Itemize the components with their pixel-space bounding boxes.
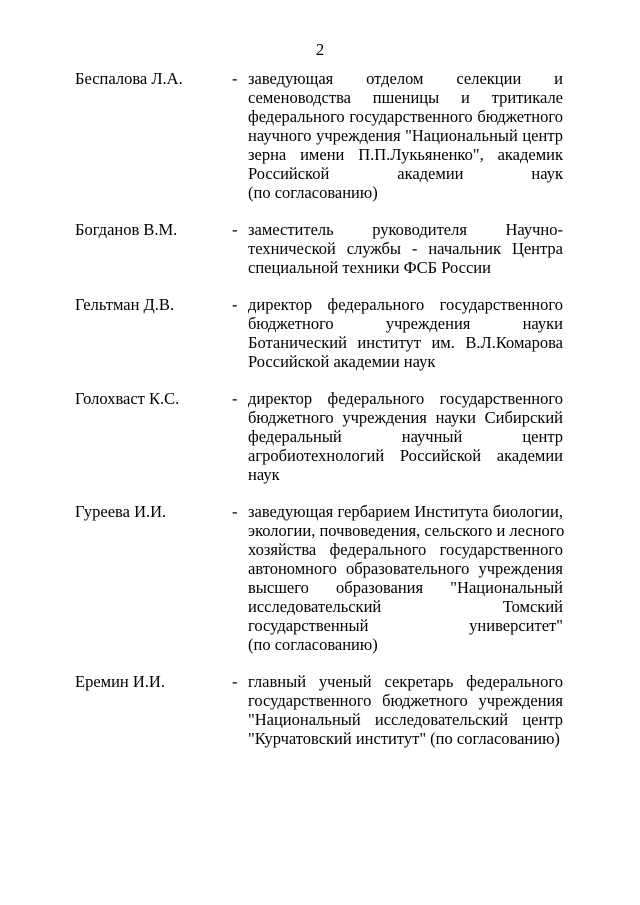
member-entry: [0, 389, 640, 484]
member-entry: [0, 672, 640, 748]
member-entry: [0, 69, 640, 202]
member-position: [248, 220, 563, 277]
position-line: заместитель руководителя Научно-: [248, 220, 563, 239]
position-line: хозяйства федерального государственного: [248, 540, 563, 559]
position-line: "Курчатовский институт" (по согласованию): [248, 729, 560, 748]
position-line: государственный университет": [248, 616, 563, 635]
member-name: Еремин И.И.: [75, 672, 165, 691]
member-position: [248, 295, 563, 371]
position-line: (по согласованию): [248, 183, 378, 202]
position-line: государственного бюджетного учреждения: [248, 691, 563, 710]
position-line: федерального государственного бюджетного: [248, 107, 563, 126]
position-line: бюджетного учреждения науки Сибирский: [248, 408, 563, 427]
position-line: главный ученый секретарь федерального: [248, 672, 563, 691]
position-line: высшего образования "Национальный: [248, 578, 563, 597]
position-line: федеральный научный центр: [248, 427, 563, 446]
position-line: агробиотехнологий Российской академии: [248, 446, 563, 465]
position-line: "Национальный исследовательский центр: [248, 710, 563, 729]
member-entry: [0, 295, 640, 371]
member-name: Богданов В.М.: [75, 220, 178, 239]
position-line: (по согласованию): [248, 635, 378, 654]
position-line: Российской академии наук: [248, 352, 436, 371]
member-name: Беспалова Л.А.: [75, 69, 183, 88]
page-number: 2: [315, 40, 325, 59]
position-line: экологии, почвоведения, сельского и лесного: [248, 521, 565, 540]
dash-separator: -: [232, 69, 238, 88]
dash-separator: -: [232, 672, 238, 691]
member-name: Голохваст К.С.: [75, 389, 180, 408]
position-line: заведующая отделом селекции и: [248, 69, 563, 88]
member-name: Гуреева И.И.: [75, 502, 167, 521]
position-line: директор федерального государственного: [248, 389, 563, 408]
member-list: [0, 69, 640, 766]
member-position: [248, 502, 563, 654]
position-line: автономного образовательного учреждения: [248, 559, 563, 578]
position-line: заведующая гербарием Института биологии,: [248, 502, 563, 521]
member-entry: [0, 502, 640, 654]
position-line: технической службы - начальник Центра: [248, 239, 563, 258]
dash-separator: -: [232, 220, 238, 239]
position-line: Российской академии наук: [248, 164, 563, 183]
member-position: [248, 672, 563, 748]
member-position: [248, 69, 563, 202]
position-line: семеноводства пшеницы и тритикале: [248, 88, 563, 107]
position-line: научного учреждения "Национальный центр: [248, 126, 563, 145]
member-name: Гельтман Д.В.: [75, 295, 175, 314]
position-line: директор федерального государственного: [248, 295, 563, 314]
dash-separator: -: [232, 295, 238, 314]
position-line: специальной техники ФСБ России: [248, 258, 491, 277]
position-line: бюджетного учреждения науки: [248, 314, 563, 333]
position-line: зерна имени П.П.Лукьяненко", академик: [248, 145, 563, 164]
dash-separator: -: [232, 389, 238, 408]
member-position: [248, 389, 563, 484]
dash-separator: -: [232, 502, 238, 521]
member-entry: [0, 220, 640, 277]
position-line: исследовательский Томский: [248, 597, 563, 616]
position-line: Ботанический институт им. В.Л.Комарова: [248, 333, 563, 352]
position-line: наук: [248, 465, 280, 484]
